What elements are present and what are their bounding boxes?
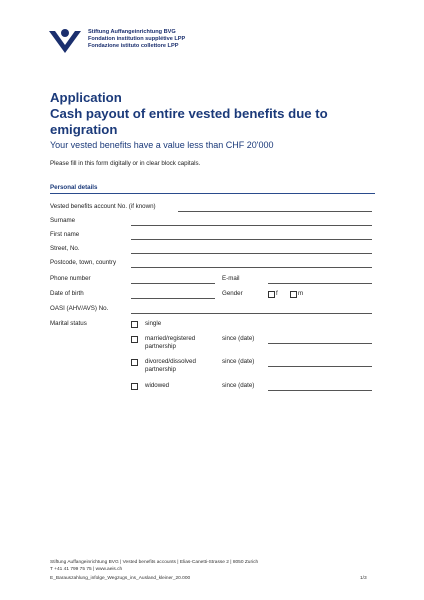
marital-single-checkbox[interactable] <box>131 321 138 328</box>
section-personal-details: Personal details <box>50 184 98 191</box>
label-dob: Date of birth <box>50 290 84 297</box>
marital-divorced-label: divorced/dissolved partnership <box>145 358 196 373</box>
label-first-name: First name <box>50 231 80 238</box>
widowed-since-field[interactable] <box>268 390 372 391</box>
marital-divorced-checkbox[interactable] <box>131 359 138 366</box>
subtitle: Your vested benefits have a value less than CHF 20'000 <box>50 140 274 150</box>
organization-name <box>88 29 185 51</box>
label-account: Vested benefits account No. (if known) <box>50 203 156 210</box>
dob-field[interactable] <box>131 298 215 299</box>
account-field[interactable] <box>178 211 372 212</box>
married-since-field[interactable] <box>268 343 372 344</box>
street-field[interactable] <box>131 253 372 254</box>
label-gender: Gender <box>222 290 243 297</box>
foundation-logo <box>48 27 82 55</box>
label-surname: Surname <box>50 217 76 224</box>
gender-f-checkbox[interactable] <box>268 291 275 298</box>
label-marital: Marital status <box>50 320 87 327</box>
page-number: 1/3 <box>360 576 367 581</box>
section-divider <box>50 193 375 194</box>
surname-field[interactable] <box>131 225 372 226</box>
footer-doc-id: E_Barauszahlung_infolge_Wegzugs_ins_Ausland_kleiner_20.000 <box>50 576 191 581</box>
marital-single-label: single <box>145 320 162 327</box>
phone-field[interactable] <box>131 283 215 284</box>
email-field[interactable] <box>268 283 372 284</box>
org-line-fr: Fondation institution supplétive LPP <box>88 36 186 43</box>
page-title <box>50 90 390 138</box>
oasi-field[interactable] <box>131 313 372 314</box>
marital-married-label: married/registered partnership <box>145 335 196 350</box>
title-line-2: Cash payout of entire vested benefits due to emigration <box>50 106 328 137</box>
label-postcode: Postcode, town, country <box>50 259 117 266</box>
gender-m-label: m <box>298 290 304 297</box>
married-since-label: since (date) <box>222 335 255 342</box>
postcode-field[interactable] <box>131 267 372 268</box>
label-phone: Phone number <box>50 275 91 282</box>
marital-married-checkbox[interactable] <box>131 336 138 343</box>
gender-f-label: f <box>276 290 278 297</box>
footer-address: Stiftung Auffangeinrichtung BVG | Vested benefits accounts | Elias-Canetti-Strasse 2 | 8050 Zurich <box>50 560 259 565</box>
instructions: Please fill in this form digitally or in clear block capitals. <box>50 160 201 167</box>
divorced-since-field[interactable] <box>268 366 372 367</box>
widowed-since-label: since (date) <box>222 382 255 389</box>
gender-m-checkbox[interactable] <box>290 291 297 298</box>
divorced-since-label: since (date) <box>222 358 255 365</box>
marital-widowed-label: widowed <box>145 382 170 389</box>
title-line-1: Application <box>50 90 122 105</box>
label-oasi: OASI (AHV/AVS) No. <box>50 305 109 312</box>
org-line-it: Fondazione istituto collettore LPP <box>88 43 179 50</box>
footer-contact: T +41 41 799 75 75 | www.aeis.ch <box>50 567 123 572</box>
first-name-field[interactable] <box>131 239 372 240</box>
marital-widowed-checkbox[interactable] <box>131 383 138 390</box>
label-email: E-mail <box>222 275 240 282</box>
org-line-de: Stiftung Auffangeinrichtung BVG <box>88 29 176 35</box>
label-street: Street, No. <box>50 245 80 252</box>
